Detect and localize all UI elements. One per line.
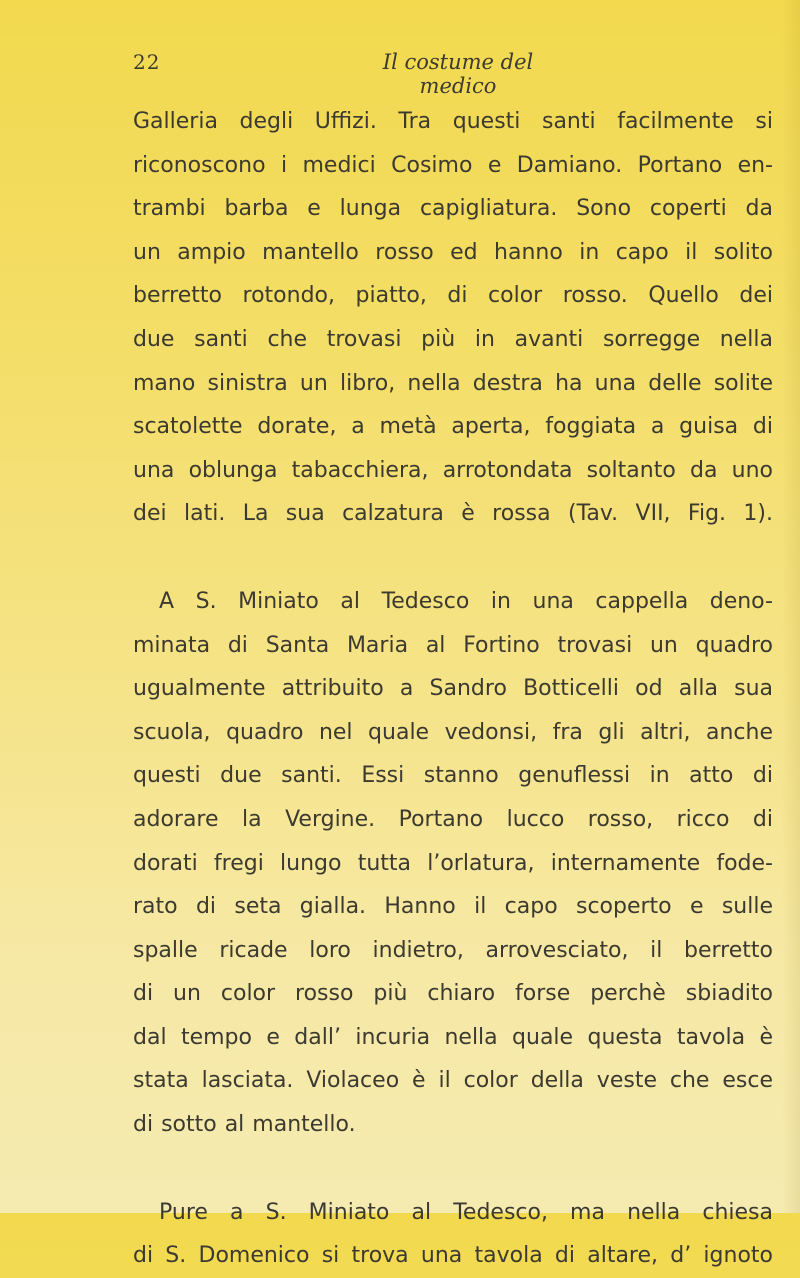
text-line: Galleria degli Uffizi. Tra questi santi facilmente si [133,109,773,134]
text-line: scatolette dorate, a metà aperta, foggiata a guisa di [133,414,773,440]
text-line: adorare la Vergine. Portano lucco rosso, ricco di [133,806,773,832]
paragraph-gap [133,536,773,580]
text-line: ugualmente attribuito a Sandro Botticelli od alla sua [133,676,773,702]
text-line: trambi barba e lunga capigliatura. Sono coperti da [133,196,773,222]
text-line: berretto rotondo, piatto, di color rosso. Quello dei [133,283,773,309]
text-line: dei lati. La sua calzatura è rossa (Tav. VII, Fig. 1). [133,501,773,527]
paragraph-gap [133,1147,773,1191]
text-line: questi due santi. Essi stanno genuflessi in atto di [133,763,773,789]
text-line: dal tempo e dall’ incuria nella quale questa tavola è [133,1024,773,1050]
text-line: spalle ricade loro indietro, arrovesciato, il berretto [133,937,773,963]
text-line: scuola, quadro nel quale vedonsi, fra gli altri, anche [133,719,773,745]
paragraph-1 [133,100,773,536]
page-number: 22 [133,50,161,74]
text-line: di sotto al mantello. [133,1112,356,1138]
text-line: A S. Miniato al Tedesco in una cappella deno- [159,588,773,614]
running-title: Il costume del medico [382,50,534,98]
text-line: rato di seta gialla. Hanno il capo scoperto e sulle [133,894,773,920]
text-line: due santi che trovasi più in avanti sorregge nella [133,326,773,352]
text-line: minata di Santa Maria al Fortino trovasi un quadro [133,632,773,658]
paragraph-2 [133,580,773,1147]
text-line: stata lasciata. Violaceo è il color della veste che esce [133,1068,773,1094]
text-line: una oblunga tabacchiera, arrotondata soltanto da uno [133,457,773,483]
body-text [133,100,773,1278]
page-header [133,50,773,98]
text-line: mano sinistra un libro, nella destra ha una delle solite [133,370,773,396]
text-line: un ampio mantello rosso ed hanno in capo il solito [133,239,773,265]
text-line: dorati fregi lungo tutta l’orlatura, internamente fode- [133,850,773,876]
text-line: di S. Domenico si trova una tavola di altare, d’ ignoto [133,1243,773,1269]
text-line: di un color rosso più chiaro forse perchè sbiadito [133,981,773,1007]
paragraph-3 [133,1191,773,1278]
page-edge-shadow [782,0,800,1213]
text-line: riconoscono i medici Cosimo e Damiano. Portano en- [133,152,773,178]
text-line: Pure a S. Miniato al Tedesco, ma nella chiesa [159,1199,773,1225]
